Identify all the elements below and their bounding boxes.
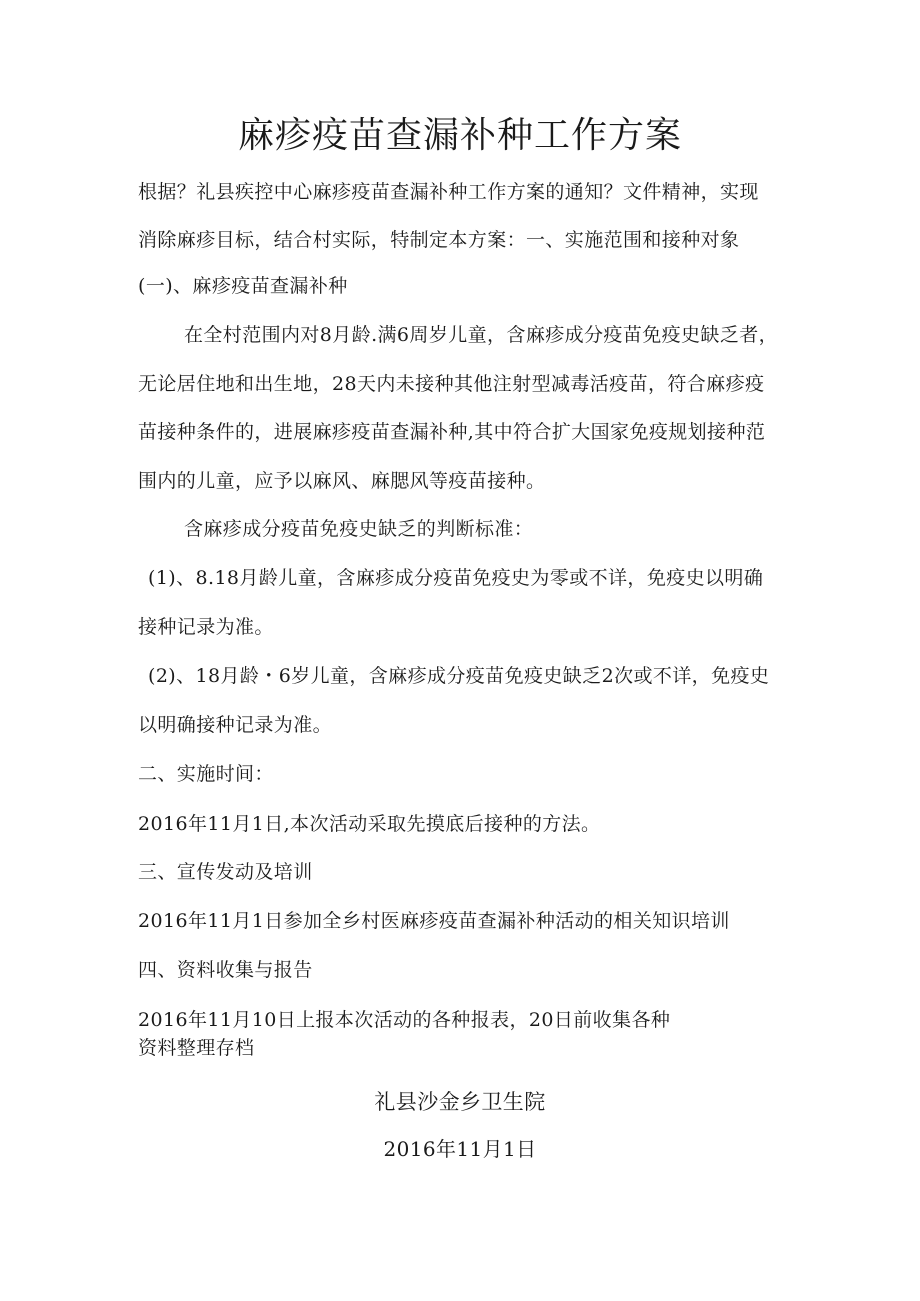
section4-body-line-1: 2016年11月10日上报本次活动的各种报表，20日前收集各种 (138, 1009, 671, 1031)
section2-heading: 二、实施时间： (138, 763, 274, 785)
section3-body: 2016年11月1日参加全乡村医麻疹疫苗查漏补种活动的相关知识培训 (138, 910, 730, 932)
section3-heading: 三、宣传发动及培训 (138, 861, 313, 883)
intro-line-1: 根据？礼县疾控中心麻疹疫苗查漏补种工作方案的通知？文件精神，实现 (138, 181, 759, 203)
signature-organization: 礼县沙金乡卫生院 (374, 1090, 546, 1114)
criterion1-line-2: 接种记录为准。 (138, 616, 274, 638)
criteria-heading: 含麻疹成分疫苗免疫史缺乏的判断标准： (184, 518, 534, 540)
section4-body-line-2: 资料整理存档 (138, 1037, 255, 1059)
para1-line-3: 苗接种条件的，进展麻疹疫苗查漏补种,其中符合扩大国家免疫规划接种范 (138, 421, 766, 443)
criterion1-line-1: (1)、8.18月龄儿童，含麻疹成分疫苗免疫史为零或不详，免疫史以明确 (148, 567, 764, 589)
para1-line-4: 围内的儿童，应予以麻风、麻腮风等疫苗接种。 (138, 470, 546, 492)
signature-date: 2016年11月1日 (383, 1137, 537, 1161)
criterion2-line-2: 以明确接种记录为准。 (138, 714, 333, 736)
para1-line-2: 无论居住地和出生地，28天内未接种其他注射型减毒活疫苗，符合麻疹疫 (138, 373, 765, 395)
section2-body: 2016年11月1日,本次活动采取先摸底后接种的方法。 (138, 813, 601, 835)
para1-line-1: 在全村范围内对8月龄.满6周岁儿童，含麻疹成分疫苗免疫史缺乏者， (184, 324, 779, 346)
intro-subheading: (一)、麻疹疫苗查漏补种 (138, 275, 348, 297)
document-title: 麻疹疫苗查漏补种工作方案 (237, 115, 682, 156)
criterion2-line-1: (2)、18月龄・6岁儿童，含麻疹成分疫苗免疫史缺乏2次或不详，免疫史 (148, 665, 770, 687)
intro-line-2: 消除麻疹目标，结合村实际，特制定本方案：一、实施范围和接种对象 (138, 229, 740, 251)
section4-heading: 四、资料收集与报告 (138, 959, 313, 981)
